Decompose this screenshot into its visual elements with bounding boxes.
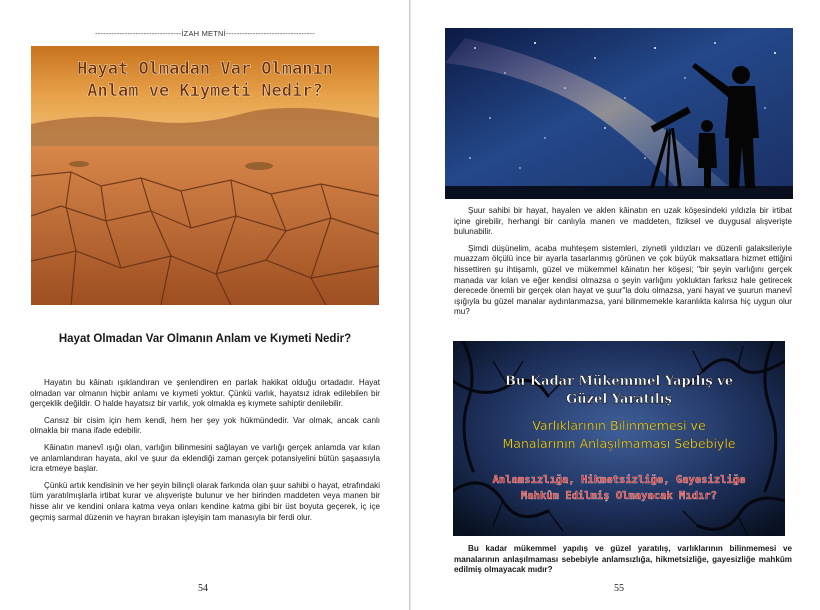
- paragraph: Kâinatın manevî ışığı olan, varlığın bilinmesini sağlayan ve varlığı gerçek anlamda var kılan ve anlamlandıran hayata, akıl ve şuur da eklendiği zaman gerçek potansiyelini bütün şaşaasıyla icra etmeye başlar.: [30, 442, 380, 474]
- poster-image: [453, 341, 785, 536]
- desert-image: [31, 46, 379, 305]
- left-body: [30, 378, 380, 529]
- paragraph: Çünkü artık kendisinin ve her şeyin bilinçli olarak farkında olan şuur sahibi o hayat, etrafındaki tüm yaratılmışlarla irtibat kurar ve alışverişte bulunur ve her birinden maddeten veya manen bir hisse alır ve kendini onlara katma veya onları kendine katma gibi bir üst boyuta geçerek, iç içe geçmiş sarmal düzenin ve hayran bırakan işleyişin tam manasıyla bir ferdi olur.: [30, 480, 380, 522]
- poster-caption: Bu kadar mükemmel yapılış ve güzel yaratılış, varlıklarının bilinmemesi ve manalarının anlaşılmaması sebebiyle anlamsızlığa, hikmetsizliğe, gayesizliğe mahkûm edilmiş olmayacak mıdır?: [454, 544, 792, 575]
- poster-line6: Mahkûm Edilmiş Olmayacak Mıdır?: [521, 490, 717, 502]
- paragraph: Şimdi düşünelim, acaba muhteşem sistemleri, ziynetli yıldızları ve düzenli galaksileriyle muazzam ölçülü ince bir ayarla tasarlanmış görünen ve çok büyük maksatlara hizmet ettiğini hissettiren şu ihtişamlı, güzel ve mükemmel kâinatın her köşesi; "bir şeyin varlığını gerçek manada var kılan ve eğer kendisi olmazsa o şeyin varlığını yokluktan farksız hale getirecek derecede önemli bir gerçek olan hayat ve şuur"la dolu olmazsa, yani hayat ve şuurun manevî ışığıyla bu güzel manalar aydınlanmazsa, yani bilinmemekle karanlıkta kalırsa hiç uygun olur mu?: [454, 243, 792, 317]
- paragraph: Hayatın bu kâinatı ışıklandıran ve şenlendiren en parlak hakikat olduğu ortadadır. Hayat olmadan var olmanın hiçbir anlamı ve kıymeti yoktur. Çünkü varlık, hayatsız idrak edilebilen bir gerçeklik değildir. O halde hayatsız bir varlık, yok olmakla eş kıymete sahiptir denilebilir.: [30, 378, 380, 409]
- section-title: Hayat Olmadan Var Olmanın Anlam ve Kıymeti Nedir?: [58, 333, 352, 345]
- page-header: --------------------------------İZAH METNİ---------------------------------: [95, 29, 315, 38]
- paragraph: Cansız bir cisim için hem kendi, hem her şey yok hükmündedir. Var olmak, ancak canlı olmakla bir mana ifade edebilir.: [30, 415, 380, 436]
- poster-line4: Manalarının Anlaşılmaması Sebebiyle: [502, 436, 736, 451]
- right-body: [454, 206, 792, 324]
- paragraph: Şuur sahibi bir hayat, hayalen ve aklen kâinatın en uzak köşesindeki yıldızla bir irtibat içine girebilir, herhangi bir canlıyla manen ve maddeten, fiziksel ve duygusal alışverişte bulunabilir.: [454, 206, 792, 237]
- poster-line1: Bu Kadar Mükemmel Yapılış ve: [504, 374, 734, 389]
- poster-line2: Güzel Yaratılış: [566, 392, 672, 407]
- poster-line5: Anlamsızlığa, Hikmetsizliğe, Gayesizliğe: [492, 474, 746, 486]
- image-title-line2: Anlam ve Kıymeti Nedir?: [87, 81, 323, 101]
- poster-line3: Varlıklarının Bilinmemesi ve: [532, 418, 706, 433]
- right-page: [411, 0, 820, 610]
- stargazing-image: [445, 28, 793, 199]
- image-title-line1: Hayat Olmadan Var Olmanın: [77, 59, 333, 79]
- page-number: 55: [614, 583, 624, 594]
- page-number: 54: [198, 583, 208, 594]
